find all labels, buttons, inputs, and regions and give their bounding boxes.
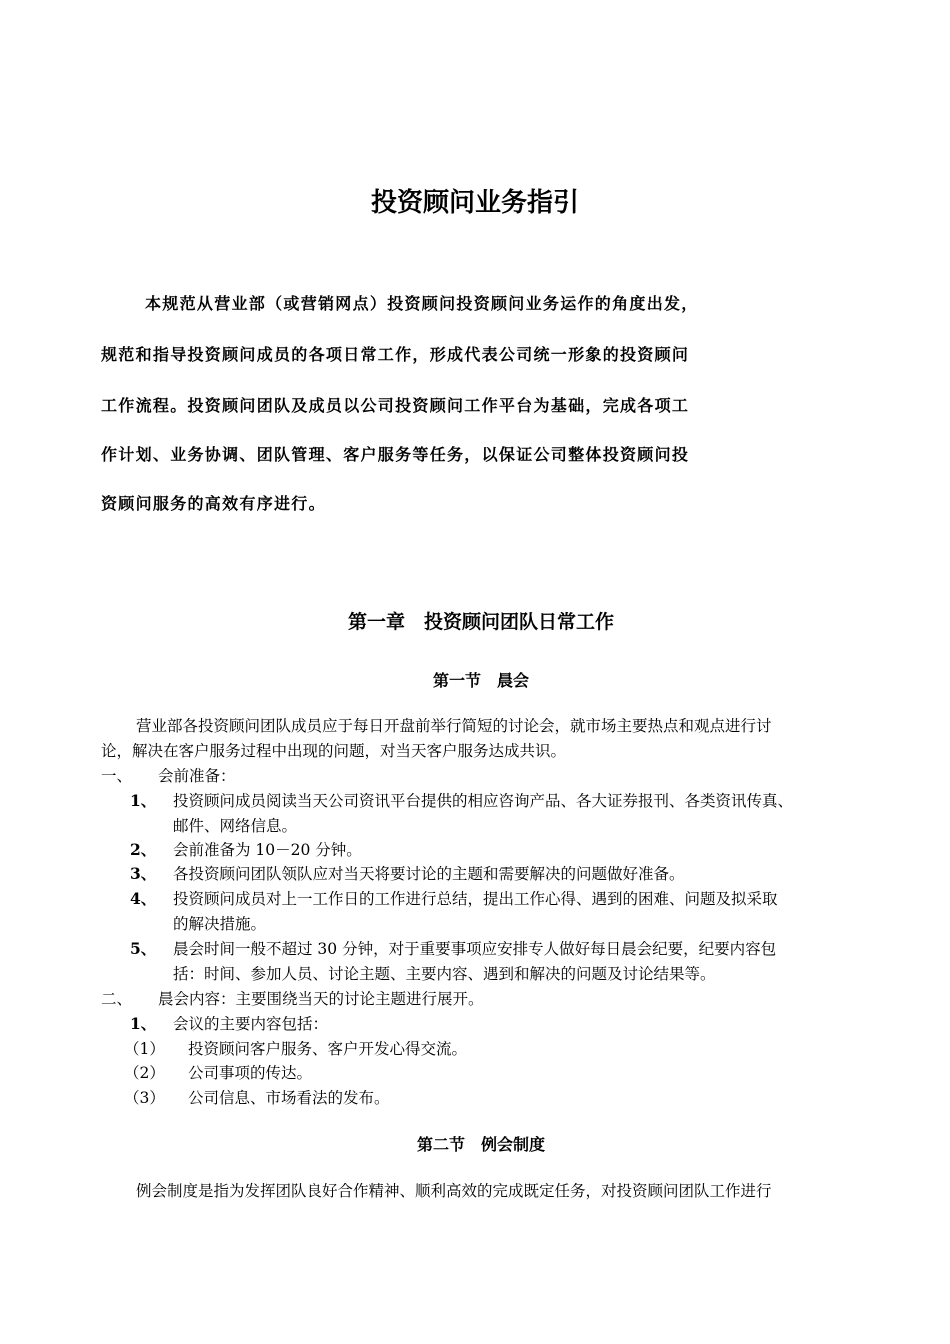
section-2-title: 第二节 例会制度	[416, 1135, 545, 1154]
content-sub-text: 会议的主要内容包括：	[173, 1015, 329, 1033]
chapter-title: 第一章 投资顾问团队日常工作	[347, 611, 614, 633]
prep-1-num: 1、	[130, 791, 157, 810]
prep-2-line-1: 会前准备为 10－20 分钟。	[173, 841, 362, 859]
content-item-1-num: （1）	[124, 1040, 165, 1058]
prep-5-line-2: 括：时间、参加人员、讨论主题、主要内容、遇到和解决的问题及讨论结果等。	[173, 965, 716, 983]
prep-1-line-1: 投资顾问成员阅读当天公司资讯平台提供的相应咨询产品、各大证券报刊、各类资讯传真、	[173, 792, 794, 810]
content-item-1-text: 投资顾问客户服务、客户开发心得交流。	[188, 1040, 468, 1058]
content-sub-num: 1、	[130, 1014, 157, 1033]
section-1-para-line-1: 营业部各投资顾问团队成员应于每日开盘前举行简短的讨论会，就市场主要热点和观点进行讨	[136, 717, 772, 735]
prep-4-line-2: 的解决措施。	[173, 915, 267, 933]
content-item-2-text: 公司事项的传达。	[188, 1064, 313, 1082]
prep-5-line-1: 晨会时间一般不超过 30 分钟，对于重要事项应安排专人做好每日晨会纪要，纪要内容包	[173, 940, 777, 958]
document-title: 投资顾问业务指引	[370, 188, 579, 218]
content-item-3-text: 公司信息、市场看法的发布。	[188, 1089, 390, 1107]
intro-line-1: 本规范从营业部（或营销网点）投资顾问投资顾问业务运作的角度出发，	[145, 294, 699, 313]
prep-5-num: 5、	[130, 939, 157, 958]
intro-line-3: 工作流程。投资顾问团队及成员以公司投资顾问工作平台为基础，完成各项工	[101, 396, 690, 415]
item-1-text: 会前准备：	[158, 767, 236, 785]
prep-1-line-2: 邮件、网络信息。	[173, 817, 298, 835]
prep-3-line-1: 各投资顾问团队领队应对当天将要讨论的主题和需要解决的问题做好准备。	[173, 865, 685, 883]
item-1-marker: 一、	[101, 767, 133, 785]
section-2-para-line-1: 例会制度是指为发挥团队良好合作精神、顺利高效的完成既定任务，对投资顾问团队工作进行	[136, 1182, 772, 1200]
item-2-text: 晨会内容：主要围绕当天的讨论主题进行展开。	[158, 990, 484, 1008]
prep-2-num: 2、	[130, 840, 157, 859]
section-1-title: 第一节 晨会	[432, 671, 529, 690]
prep-4-num: 4、	[130, 889, 157, 908]
prep-3-num: 3、	[130, 864, 157, 883]
intro-line-2: 规范和指导投资顾问成员的各项日常工作，形成代表公司统一形象的投资顾问	[101, 345, 690, 364]
content-item-3-num: （3）	[124, 1089, 165, 1107]
prep-4-line-1: 投资顾问成员对上一工作日的工作进行总结，提出工作心得、遇到的困难、问题及拟采取	[173, 890, 778, 908]
intro-line-4: 作计划、业务协调、团队管理、客户服务等任务，以保证公司整体投资顾问投	[101, 445, 690, 464]
intro-line-5: 资顾问服务的高效有序进行。	[101, 494, 326, 513]
section-1-para-line-2: 论，解决在客户服务过程中出现的问题，对当天客户服务达成共识。	[101, 742, 567, 760]
item-2-marker: 二、	[101, 990, 133, 1008]
content-item-2-num: （2）	[124, 1064, 165, 1082]
